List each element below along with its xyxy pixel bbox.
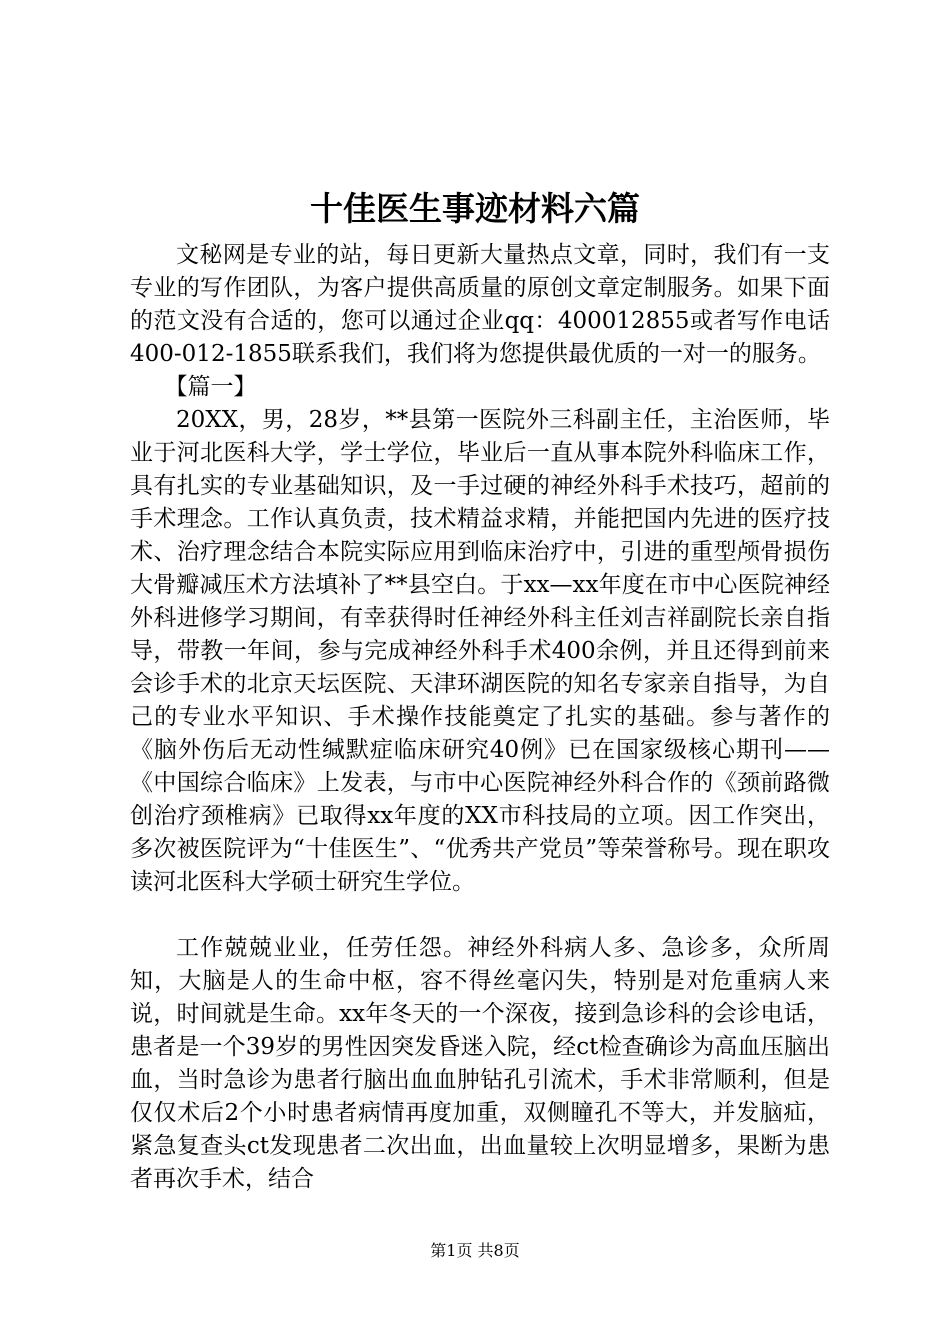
document-body [130,239,830,1196]
body-paragraph: 20XX，男，28岁，**县第一医院外三科副主任，主治医师，毕业于河北医科大学，学士学位，毕业后一直从事本院外科临床工作，具有扎实的专业基础知识，及一手过硬的神经外科手术技巧，超前的手术理念。工作认真负责，技术精益求精，并能把国内先进的医疗技术、治疗理念结合本院实际应用到临床治疗中，引进的重型颅骨损伤大骨瓣减压术方法填补了**县空白。于xx—xx年度在市中心医院神经外科进修学习期间，有幸获得时任神经外科主任刘吉祥副院长亲自指导，带教一年间，参与完成神经外科手术400余例，并且还得到前来会诊手术的北京天坛医院、天津环湖医院的知名专家亲自指导，为自己的专业水平知识、手术操作技能奠定了扎实的基础。参与著作的《脑外伤后无动性缄默症临床研究40例》已在国家级核心期刊——《中国综合临床》上发表，与市中心医院神经外科合作的《颈前路微创治疗颈椎病》已取得xx年度的XX市科技局的立项。因工作突出，多次被医院评为“十佳医生”、“优秀共产党员”等荣誉称号。现在职攻读河北医科大学硕士研究生学位。 [130,407,830,895]
document-title: 十佳医生事迹材料六篇 [310,189,640,228]
body-paragraph: 工作兢兢业业，任劳任怨。神经外科病人多、急诊多，众所周知，大脑是人的生命中枢，容不得丝毫闪失，特别是对危重病人来说，时间就是生命。xx年冬天的一个深夜，接到急诊科的会诊电话，患者是一个39岁的男性因突发昏迷入院，经ct检查确诊为高血压脑出血，当时急诊为患者行脑出血血肿钻孔引流术，手术非常顺利，但是仅仅术后2个小时患者病情再度加重，双侧瞳孔不等大，并发脑疝，紧急复查头ct发现患者二次出血，出血量较上次明显增多，果断为患者再次手术，结合 [130,935,830,1192]
section-heading: 【篇一】 [164,374,257,400]
page-footer: 第1页 共8页 [430,1241,520,1260]
intro-paragraph: 文秘网是专业的站，每日更新大量热点文章，同时，我们有一支专业的写作团队，为客户提供高质量的原创文章定制服务。如果下面的范文没有合适的，您可以通过企业qq：400012855或者写作电话400-012-1855联系我们，我们将为您提供最优质的一对一的服务。 [130,242,830,367]
